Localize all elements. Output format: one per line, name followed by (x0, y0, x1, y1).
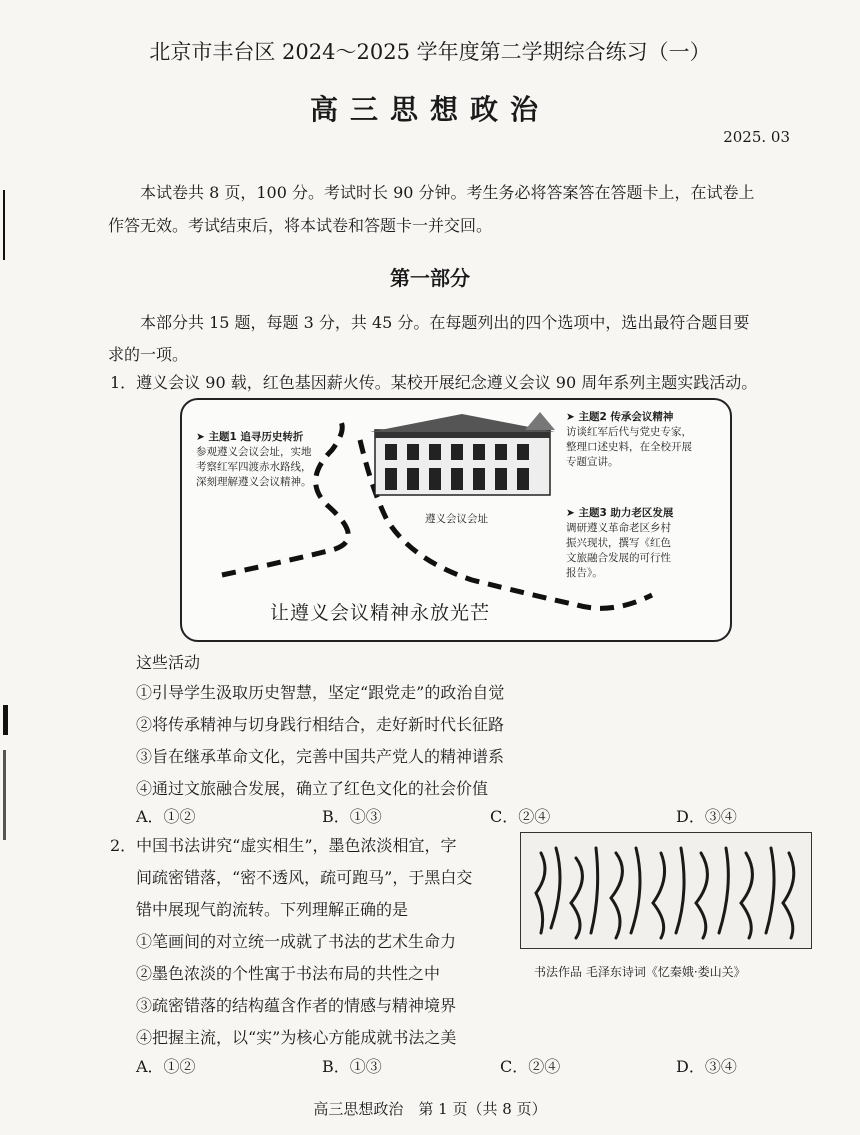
theme2-line: 专题宣讲。 (566, 456, 619, 468)
question-1-lead: 这些活动 (136, 653, 201, 672)
q2-choice-d: D．③④ (676, 1057, 737, 1076)
part-title: 第一部分 (390, 266, 470, 290)
theme3-block (566, 506, 673, 581)
theme1-line: 参观遵义会议会址，实地 (196, 446, 312, 458)
theme1-title: ➤ 主题1 追寻历史转折 (196, 431, 304, 443)
figure-slogan: 让遵义会议精神永放光芒 (270, 602, 491, 624)
page-footer: 高三思想政治 第 1 页（共 8 页） (313, 1100, 547, 1118)
question-2-item: ②墨色浓淡的个性寓于书法布局的共性之中 (136, 964, 441, 983)
question-2-item: ③疏密错落的结构蕴含作者的情感与精神境界 (136, 996, 457, 1015)
theme1-line: 深刻理解遵义会议精神。 (196, 476, 312, 488)
exam-date: 2025. 03 (723, 128, 790, 146)
q2-choice-c: C．②④ (500, 1057, 561, 1076)
part-intro-line1: 本部分共 15 题，每题 3 分，共 45 分。在每题列出的四个选项中，选出最符合题目要 (140, 313, 750, 332)
scan-edge-mark (3, 750, 6, 840)
theme2-line: 访谈红军后代与党史专家， (566, 426, 692, 438)
theme2-title: ➤ 主题2 传承会议精神 (566, 411, 674, 423)
calligraphy-caption: 书法作品 毛泽东诗词《忆秦娥·娄山关》 (534, 965, 746, 979)
theme3-title: ➤ 主题3 助力老区发展 (566, 507, 674, 519)
exam-header: 北京市丰台区 2024～2025 学年度第二学期综合练习（一） (149, 40, 711, 64)
question-2-item: ①笔画间的对立统一成就了书法的艺术生命力 (136, 932, 457, 951)
calligraphy-image (520, 832, 812, 949)
theme1-block (196, 430, 312, 490)
theme3-line: 文旅融合发展的可行性 (566, 552, 671, 564)
question-1-item: ①引导学生汲取历史智慧，坚定“跟党走”的政治自觉 (136, 683, 505, 702)
question-1-item: ③旨在继承革命文化，完善中国共产党人的精神谱系 (136, 747, 505, 766)
theme2-block (566, 410, 692, 470)
q1-choice-d: D．③④ (676, 807, 737, 826)
question-2-stem: 间疏密错落，“密不透风，疏可跑马”，于黑白交 (136, 868, 473, 887)
question-1-stem: 1．遵义会议 90 载，红色基因薪火传。某校开展纪念遵义会议 90 周年系列主题实践活动。 (110, 373, 758, 392)
theme3-line: 振兴现状，撰写《红色 (566, 537, 671, 549)
theme2-line: 整理口述史料，在全校开展 (566, 441, 692, 453)
scan-edge-mark (3, 705, 8, 735)
part-intro-line2: 求的一项。 (108, 345, 189, 364)
q1-choice-b: B．①③ (322, 807, 382, 826)
meeting-site-building (370, 412, 555, 495)
q2-choice-b: B．①③ (322, 1057, 382, 1076)
building-label: 遵义会议会址 (425, 513, 488, 525)
scan-edge-mark (3, 190, 5, 260)
question-1-item: ②将传承精神与切身践行相结合，走好新时代长征路 (136, 715, 505, 734)
subject-title: 高三思想政治 (309, 93, 550, 126)
q1-choice-c: C．②④ (490, 807, 551, 826)
q2-choice-a: A．①② (136, 1057, 196, 1076)
q1-choice-a: A．①② (136, 807, 196, 826)
theme3-line: 报告》。 (566, 567, 603, 579)
question-1-item: ④通过文旅融合发展，确立了红色文化的社会价值 (136, 779, 489, 798)
theme3-line: 调研遵义革命老区乡村 (566, 522, 671, 534)
theme1-line: 考察红军四渡赤水路线， (196, 461, 312, 473)
question-2-stem: 2．中国书法讲究“虚实相生”，墨色浓淡相宜，字 (110, 836, 457, 855)
question-2-stem: 错中展现气韵流转。下列理解正确的是 (136, 900, 409, 919)
instructions-line2: 作答无效。考试结束后，将本试卷和答题卡一并交回。 (108, 216, 493, 235)
calligraphy-strokes (521, 833, 811, 948)
instructions-line1: 本试卷共 8 页，100 分。考试时长 90 分钟。考生务必将答案答在答题卡上，在试卷上 (140, 183, 755, 202)
question-2-item: ④把握主流，以“实”为核心方能成就书法之美 (136, 1028, 457, 1047)
